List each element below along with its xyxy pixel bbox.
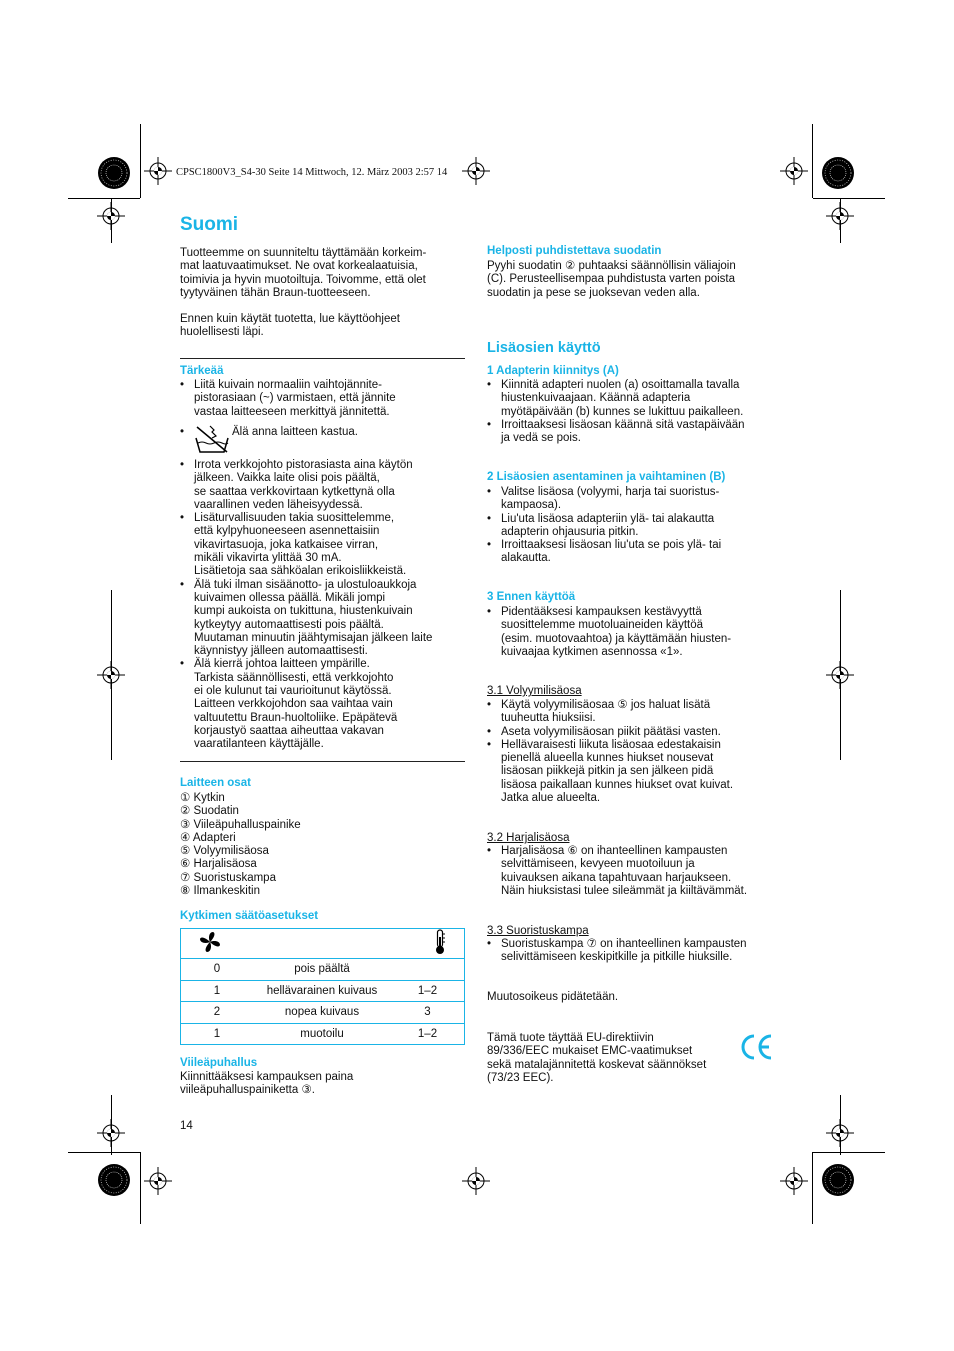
table-cell: nopea kuivaus xyxy=(253,1002,391,1024)
list-item: ② Suodatin xyxy=(180,805,239,818)
settings-table xyxy=(180,928,465,1045)
list-item: ③ Viileäpuhalluspainike xyxy=(180,818,301,831)
no-water-icon xyxy=(194,424,230,454)
crosshair-icon xyxy=(97,661,125,689)
thermometer-icon xyxy=(434,929,446,955)
list-item: • Käytä volyymilisäosaa ⑤ jos haluat lisätä tuuheutta hiuksiisi. xyxy=(487,699,787,726)
page-title: Suomi xyxy=(180,214,239,235)
table-cell: 1 xyxy=(181,1023,254,1045)
important-heading: Tärkeää xyxy=(180,365,224,377)
filter-heading: Helposti puhdistettava suodatin xyxy=(487,245,662,257)
list-item: • Harjalisäosa ⑥ on ihanteellinen kampausten selvittämiseen, kevyeen muotoiluun ja kuivauksen aikana tapahtuvaan harjaukseen. Näin hiuksistasi tulee sileämmät ja kiiltävämmät. xyxy=(487,845,787,898)
section-2-heading: 2 Lisäosien asentaminen ja vaihtaminen (B) xyxy=(487,471,726,483)
table-cell: 3 xyxy=(391,1002,465,1024)
table-cell: pois päältä xyxy=(253,959,391,981)
table-cell: 2 xyxy=(181,1002,254,1024)
settings-heading: Kytkimen säätöasetukset xyxy=(180,910,319,922)
table-cell: muotoilu xyxy=(253,1023,391,1045)
crosshair-icon xyxy=(144,157,172,185)
table-row xyxy=(181,1002,465,1024)
crosshair-icon xyxy=(97,202,125,230)
list-item: • Älä kierrä johtoa laitteen ympärille. Tarkista säännöllisesti, että verkkojohto ei ole kulunut tai vaurioitunut käytössä. Laitteen verkkojohdon saa vaihtaa vain valtuutettu Braun-huoltoliike. Epäpätevä korjaustyö saattaa aiheuttaa vakavan vaaratilanteen käyttäjälle. xyxy=(180,658,480,751)
list-item: ⑤ Volyymilisäosa xyxy=(180,845,269,858)
list-item-text: Älä anna laitteen kastua. xyxy=(232,426,358,438)
fan-icon xyxy=(199,931,221,953)
section-3-heading: 3 Ennen käyttöä xyxy=(487,591,576,603)
list-item: • Suoristuskampa ⑦ on ihanteellinen kampausten selivittämiseen keskipitkille ja pitkille hiuksille. xyxy=(487,938,787,965)
list-item xyxy=(180,426,480,439)
filter-text: Pyyhi suodatin ② puhtaaksi säännöllisin väliajoin (C). Perusteellisempaa puhdistusta varten poista suodatin ja pese se juoksevan veden alla. xyxy=(487,260,736,299)
section-31-list xyxy=(487,699,787,805)
list-item: ⑥ Harjalisäosa xyxy=(180,858,257,871)
intro-paragraph-1: Tuotteemme on suunniteltu täyttämään korkeim- mat laatuvaatimukset. Ne ovat korkealaatuisia, toimivia ja hyvin muotoiltuja. Toivomme, että olet tyytyväinen tähän Braun-tuotteeseen. xyxy=(180,247,427,299)
print-header: CPSC1800V3_S4-30 Seite 14 Mittwoch, 12. März 2003 2:57 14 xyxy=(176,167,448,178)
section-32-heading: 3.2 Harjalisäosa xyxy=(487,832,570,844)
list-item: ① Kytkin xyxy=(180,792,225,804)
section-1-heading: 1 Adapterin kiinnitys (A) xyxy=(487,365,619,377)
list-item: • Liitä kuivain normaaliin vaihtojännite- pistorasiaan (~) varmistaen, että jännite vastaa laitteeseen merkittyä jännitettä. xyxy=(180,379,480,419)
list-item: ⑧ Ilmankeskitin xyxy=(180,885,260,898)
cool-heading: Viileäpuhallus xyxy=(180,1057,258,1069)
important-list-rest xyxy=(180,459,480,752)
cool-text: Kiinnittääksesi kampauksen paina viileäpuhalluspainiketta ③. xyxy=(180,1071,354,1097)
table-cell xyxy=(391,959,465,981)
section-33-list xyxy=(487,938,787,965)
crosshair-icon xyxy=(826,661,854,689)
table-cell xyxy=(391,929,465,959)
section-32-list xyxy=(487,845,787,898)
divider xyxy=(180,358,465,359)
table-cell: 1 xyxy=(181,980,254,1002)
table-cell: 0 xyxy=(181,959,254,981)
section-33-heading: 3.3 Suoristuskampa xyxy=(487,925,589,937)
list-item: • Irroittaaksesi lisäosan liu'uta se pois ylä- tai alakautta. xyxy=(487,539,787,566)
list-item: • Irrota verkkojohto pistorasiasta aina käytön jälkeen. Vaikka laite olisi pois päältä, se saattaa verkkovirtaan kytkettynä olla vaarallinen veden läheisyydessä. xyxy=(180,459,480,512)
table-cell: hellävarainen kuivaus xyxy=(253,980,391,1002)
page-number: 14 xyxy=(180,1120,193,1132)
star-mark-icon xyxy=(822,1164,854,1196)
list-item: ⑦ Suoristuskampa xyxy=(180,871,276,884)
table-cell xyxy=(181,929,254,959)
star-mark-icon xyxy=(822,157,854,189)
section-1-list xyxy=(487,379,787,445)
list-item: • Hellävaraisesti liikuta lisäosaa edestakaisin pienellä alueella kunnes hiukset nousevat lisäosan piikkejä pitkin ja sen jälkeen pidä lisäosa paikallaan kunnes hiukset ovat kuivat. Jatka alue alueelta. xyxy=(487,739,787,805)
ce-text: Tämä tuote täyttää EU-direktiivin 89/336/EEC mukaiset EMC-vaatimukset sekä matalajännitettä koskevat säännökset (73/23 EEC). xyxy=(487,1032,707,1084)
accessories-heading: Lisäosien käyttö xyxy=(487,340,601,356)
list-item: • Älä tuki ilman sisäänotto- ja ulostuloaukkoja kuivaimen ollessa päällä. Mikäli jompi kumpi aukoista on tukittuna, hiustenkuivain kytkeytyy automaattisesti pois päältä. Muutaman minuutin jäähtymisajan jälkeen laite käynnistyy jälleen automaattisesti. xyxy=(180,579,480,659)
list-item: • Irroittaaksesi lisäosan käännä sitä vastapäivään ja vedä se pois. xyxy=(487,419,787,446)
table-row xyxy=(181,959,465,981)
list-item: • Liu'uta lisäosa adapteriin ylä- tai alakautta adapterin ohjausuria pitkin. xyxy=(487,513,787,540)
list-item: • Valitse lisäosa (volyymi, harja tai suoristus- kampaosa). xyxy=(487,486,787,513)
intro-paragraph-2: Ennen kuin käytät tuotetta, lue käyttöohjeet huolellisesti läpi. xyxy=(180,313,400,339)
list-item: ④ Adapteri xyxy=(180,831,236,844)
crosshair-icon xyxy=(780,157,808,185)
reserve-note: Muutosoikeus pidätetään. xyxy=(487,991,619,1003)
star-mark-icon xyxy=(98,157,130,189)
crosshair-icon xyxy=(462,157,490,185)
table-cell: 1–2 xyxy=(391,1023,465,1045)
section-3-list xyxy=(487,606,787,659)
list-item: • Pidentääksesi kampauksen kestävyyttä suosittelemme muotoluaineiden käyttöä (esim. muotovaahtoa) ja käyttämään hiusten- kuivaajaa kytkimen asennossa «1». xyxy=(487,606,787,659)
important-list xyxy=(180,379,480,419)
crosshair-icon xyxy=(826,1119,854,1147)
crosshair-icon xyxy=(144,1167,172,1195)
table-cell xyxy=(253,929,391,959)
list-item: • Kiinnitä adapteri nuolen (a) osoittamalla tavalla hiustenkuivaajaan. Käännä adapteria myötäpäivään (b) kunnes se lukittuu paikalleen. xyxy=(487,379,787,419)
section-2-list xyxy=(487,486,787,566)
list-item: • Aseta volyymilisäosan piikit päätäsi vasten. xyxy=(487,726,787,739)
parts-list xyxy=(180,792,301,898)
crosshair-icon xyxy=(780,1167,808,1195)
divider xyxy=(180,761,465,762)
important-list-water xyxy=(180,426,480,439)
table-row xyxy=(181,980,465,1002)
parts-heading: Laitteen osat xyxy=(180,777,251,789)
crosshair-icon xyxy=(826,202,854,230)
crosshair-icon xyxy=(462,1167,490,1195)
ce-mark-icon xyxy=(740,1032,774,1062)
crosshair-icon xyxy=(97,1119,125,1147)
star-mark-icon xyxy=(98,1164,130,1196)
table-row xyxy=(181,1023,465,1045)
table-cell: 1–2 xyxy=(391,980,465,1002)
list-item: • Lisäturvallisuuden takia suosittelemme, että kylpyhuoneeseen asennettaisiin vikavirtasuoja, joka katkaisee virran, mikäli vikavirta ylittää 30 mA. Lisätietoja saa sähköalan erikoisliikkeistä. xyxy=(180,512,480,578)
section-31-heading: 3.1 Volyymilisäosa xyxy=(487,685,582,697)
